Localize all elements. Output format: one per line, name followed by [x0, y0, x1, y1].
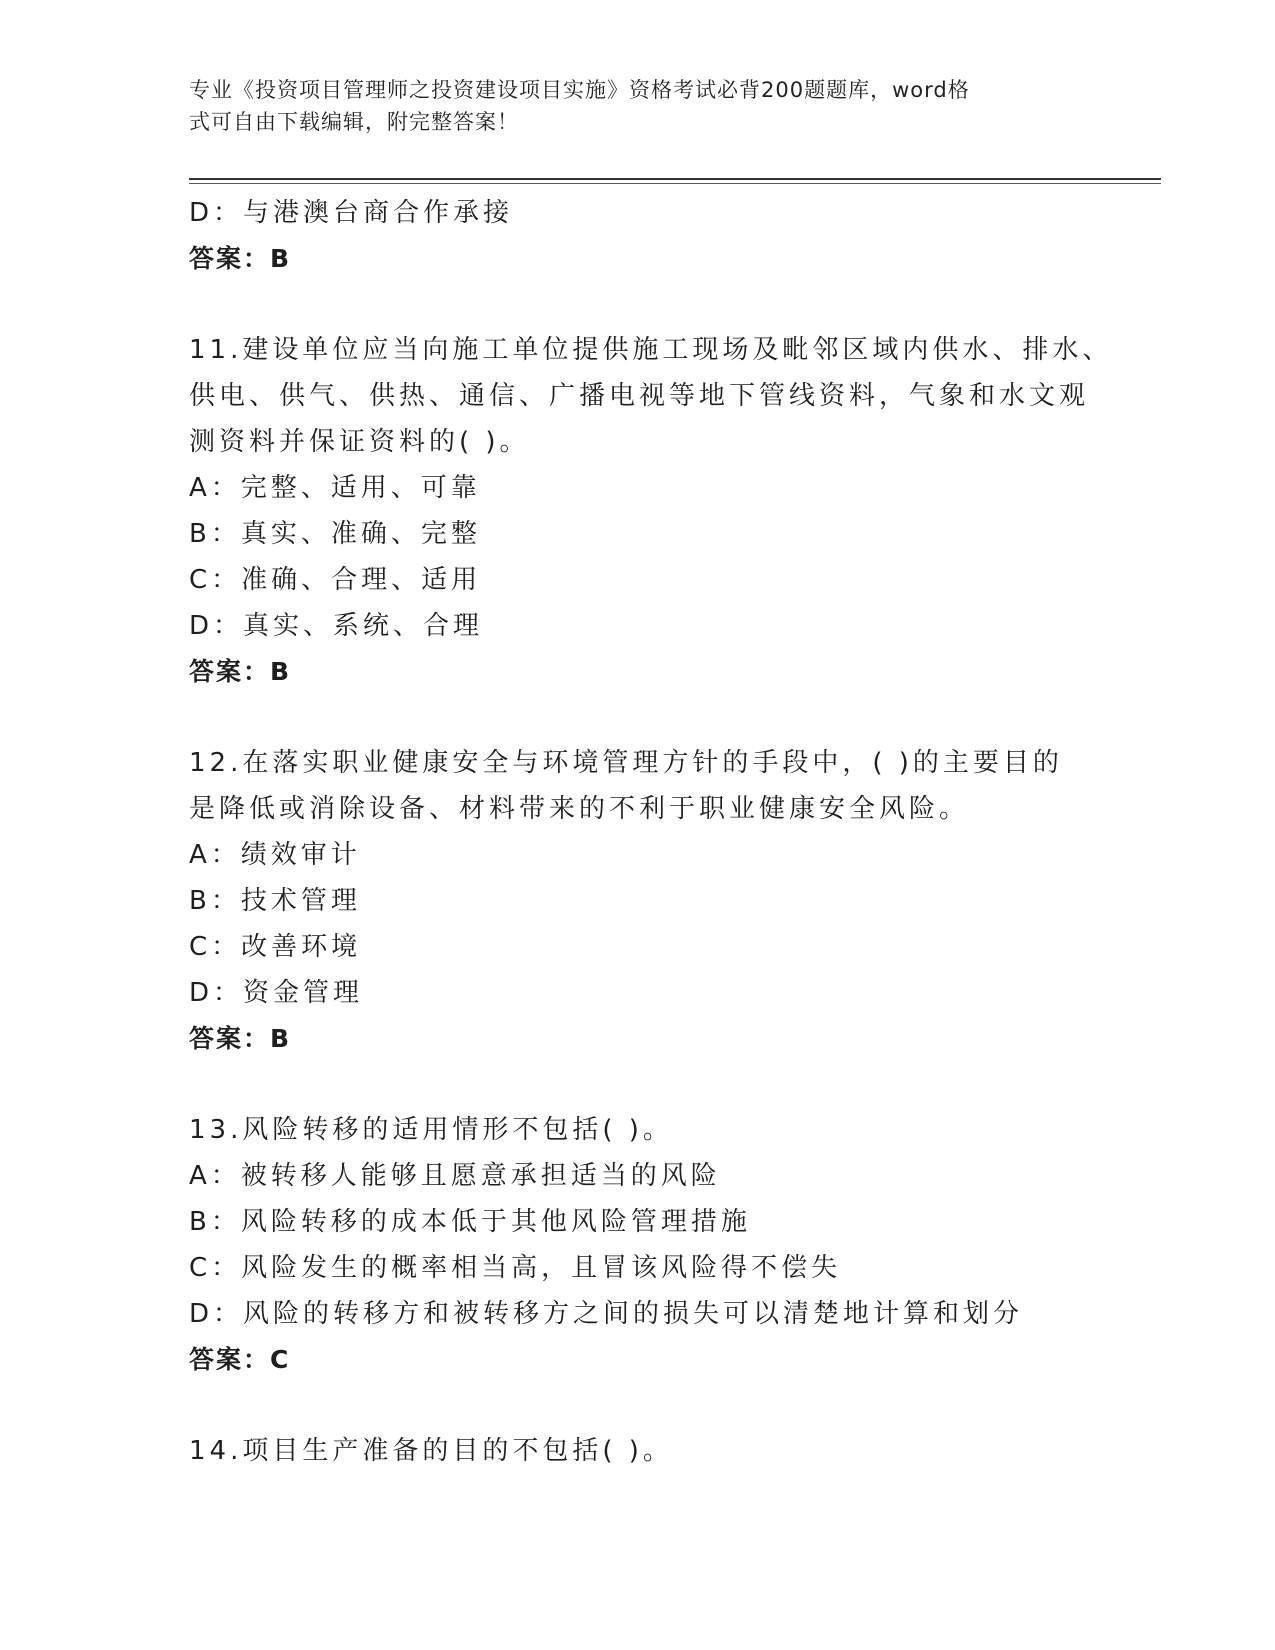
- page-header: [189, 74, 1079, 138]
- question-stem-line: 11.建设单位应当向施工单位提供施工现场及毗邻区域内供水、排水、: [189, 335, 1113, 365]
- spacer: [189, 695, 1069, 740]
- option-b: B：真实、准确、完整: [189, 519, 481, 549]
- header-line-1: 专业《投资项目管理师之投资建设项目实施》资格考试必背200题题库，word格: [189, 78, 970, 102]
- header-line-2: 式可自由下载编辑，附完整答案！: [189, 110, 519, 134]
- option-d: D：真实、系统、合理: [189, 611, 484, 641]
- question-12: [189, 740, 1069, 1062]
- question-stem-line: 14.项目生产准备的目的不包括( )。: [189, 1436, 673, 1466]
- question-13: [189, 1107, 1069, 1383]
- option-a: A：完整、适用、可靠: [189, 473, 481, 503]
- option-a: A：被转移人能够且愿意承担适当的风险: [189, 1161, 721, 1191]
- option-b: B：技术管理: [189, 886, 361, 916]
- question-body: [189, 190, 1113, 1474]
- prev-question-tail: [189, 190, 1069, 282]
- option-a: A：绩效审计: [189, 840, 361, 870]
- spacer: [189, 282, 1069, 327]
- answer-line: 答案：B: [189, 657, 292, 686]
- spacer: [189, 1383, 1069, 1428]
- question-stem-line: 12.在落实职业健康安全与环境管理方针的手段中，( )的主要目的: [189, 748, 1063, 778]
- option-d: D：与港澳台商合作承接: [189, 198, 514, 228]
- answer-line: 答案：C: [189, 1345, 291, 1374]
- question-stem-line: 是降低或消除设备、材料带来的不利于职业健康安全风险。: [189, 794, 970, 824]
- answer-line: 答案：B: [189, 244, 292, 273]
- option-c: C：风险发生的概率相当高，且冒该风险得不偿失: [189, 1253, 842, 1283]
- option-d: D：资金管理: [189, 978, 364, 1008]
- question-14: [189, 1428, 1069, 1474]
- option-b: B：风险转移的成本低于其他风险管理措施: [189, 1207, 751, 1237]
- question-stem-line: 供电、供气、供热、通信、广播电视等地下管线资料，气象和水文观: [189, 381, 1090, 411]
- header-rule-thick: [189, 178, 1161, 180]
- question-11: [189, 327, 1113, 695]
- option-c: C：准确、合理、适用: [189, 565, 482, 595]
- question-stem-line: 测资料并保证资料的( )。: [189, 427, 530, 457]
- spacer: [189, 1062, 1069, 1107]
- answer-line: 答案：B: [189, 1024, 292, 1053]
- question-stem-line: 13.风险转移的适用情形不包括( )。: [189, 1115, 673, 1145]
- header-rule-thin: [189, 183, 1161, 184]
- option-d: D：风险的转移方和被转移方之间的损失可以清楚地计算和划分: [189, 1299, 1024, 1329]
- option-c: C：改善环境: [189, 932, 362, 962]
